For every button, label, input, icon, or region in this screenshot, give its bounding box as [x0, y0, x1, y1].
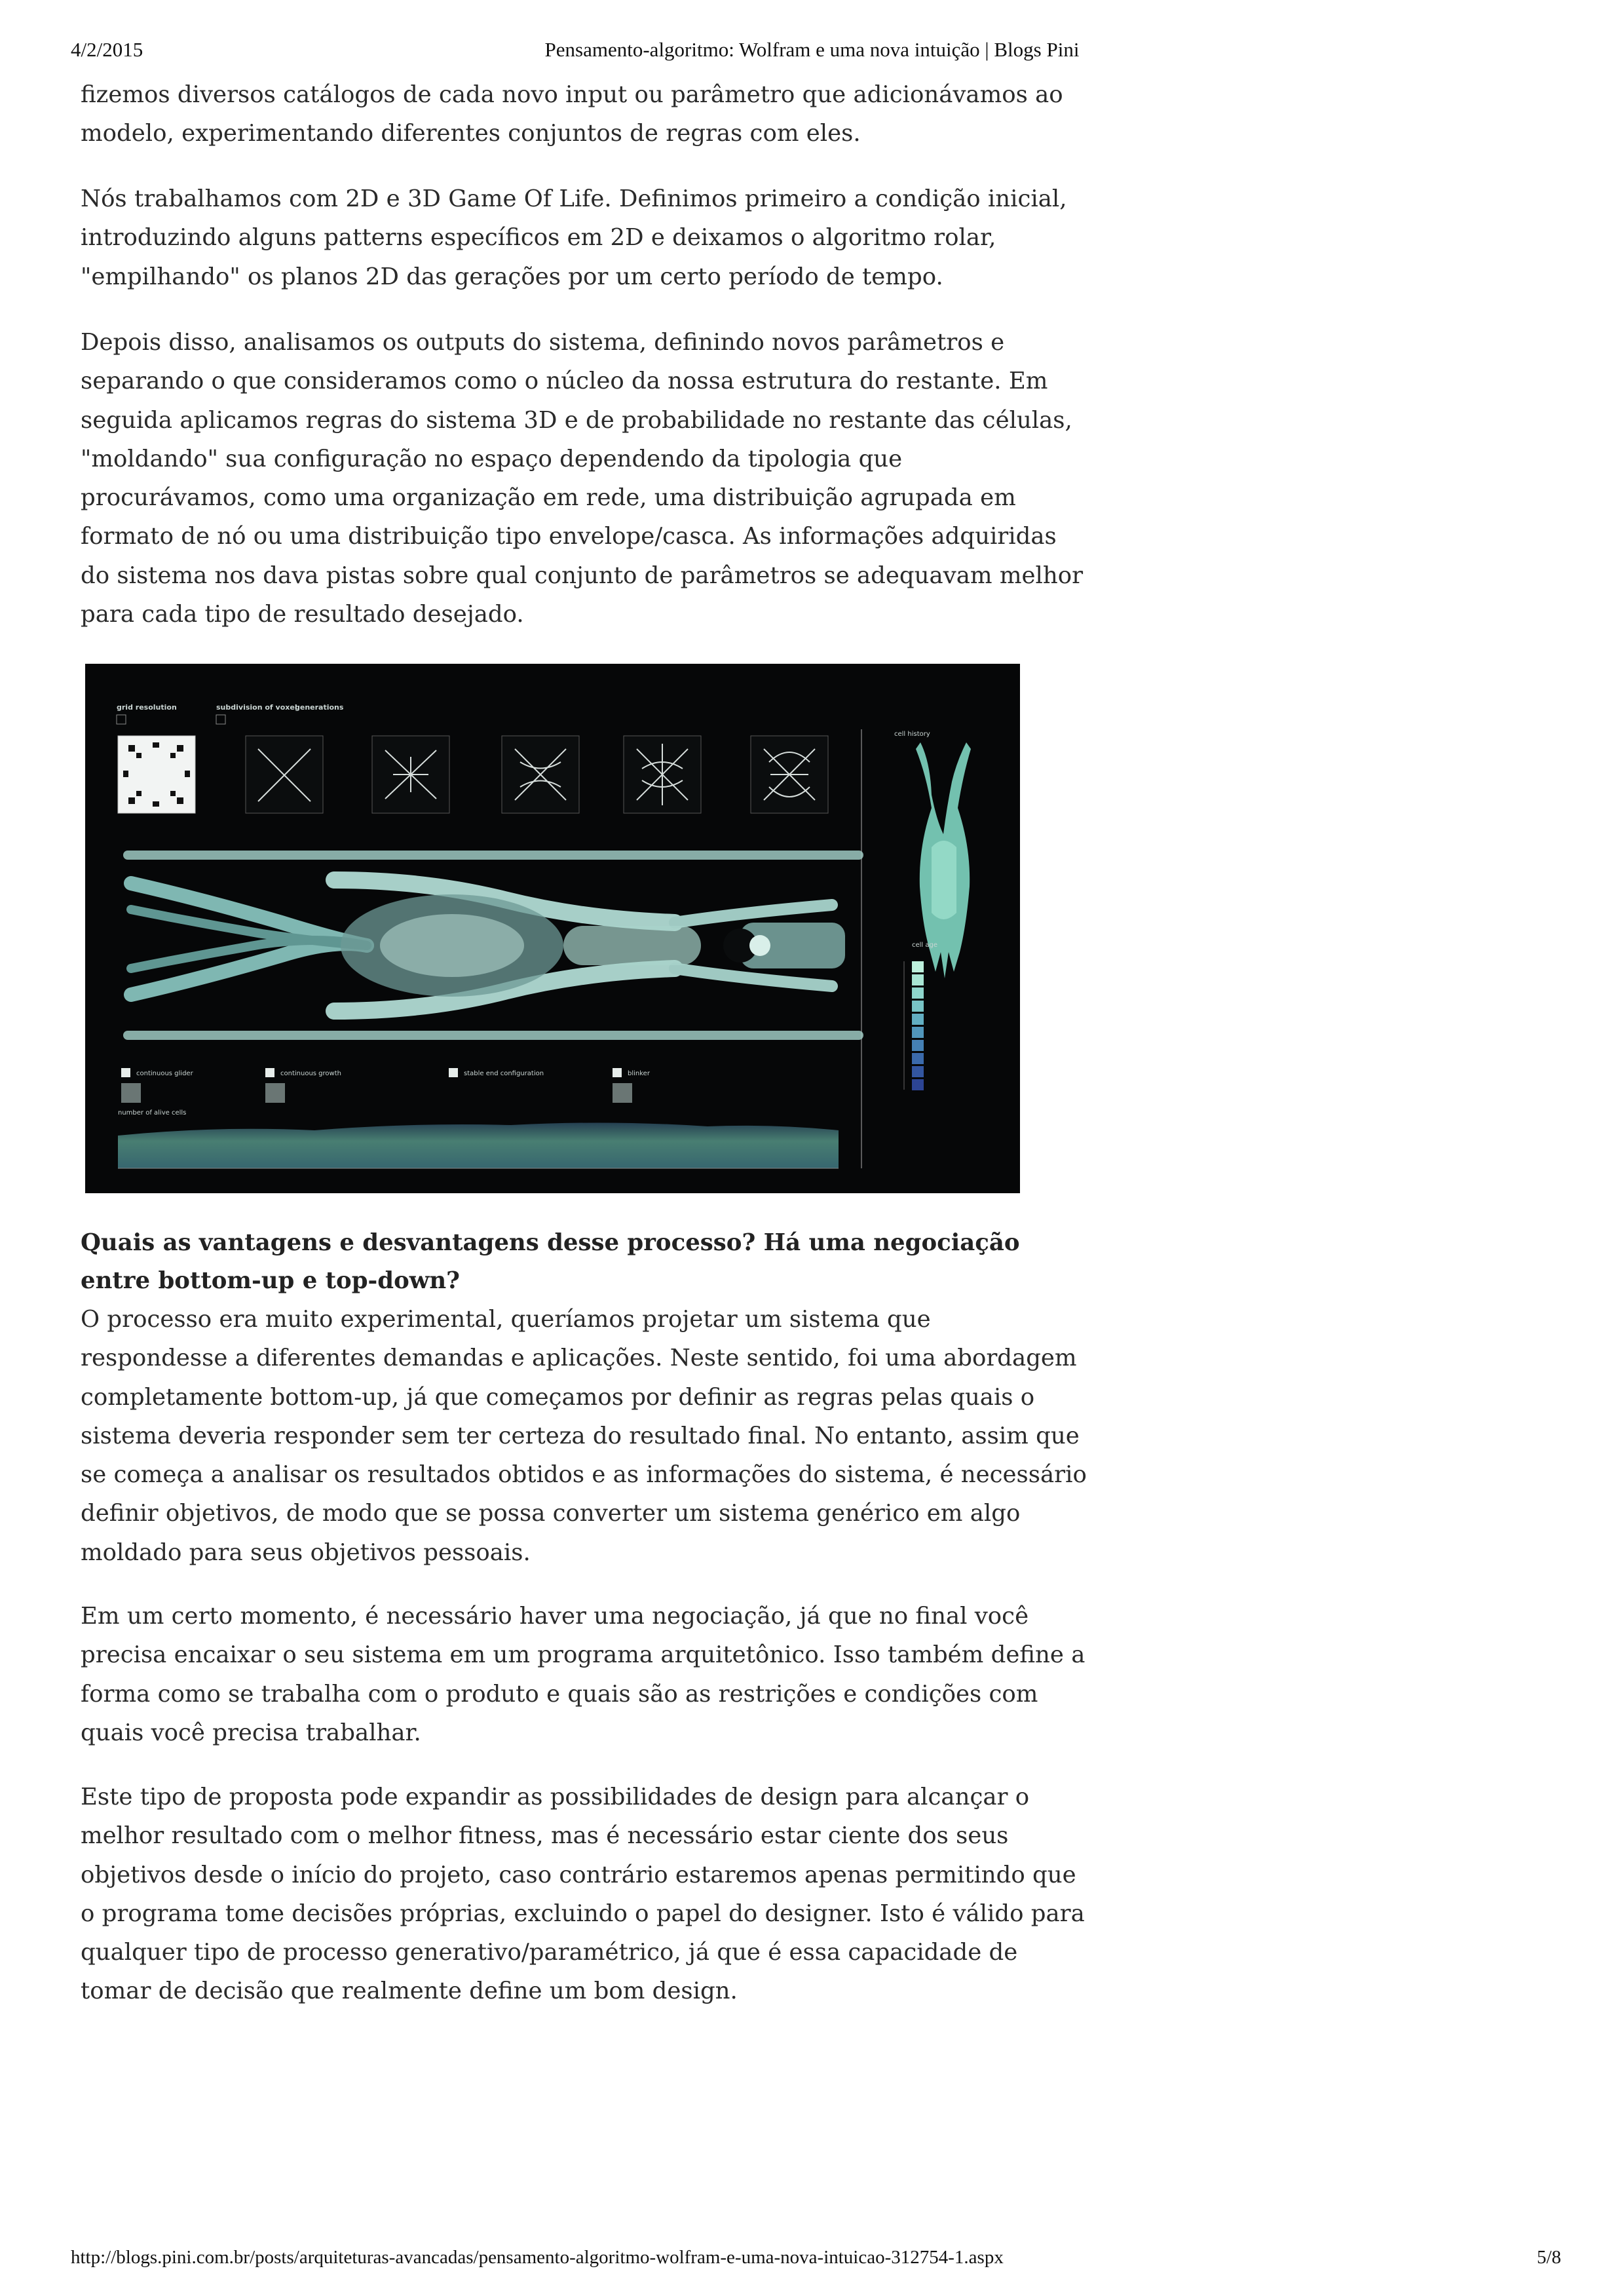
paragraph-6 [81, 1778, 1085, 2011]
continuous-glider-label: continuous glider [136, 1070, 193, 1077]
generations-label: generations [295, 703, 344, 712]
alive-cells-label: number of alive cells [118, 1109, 187, 1117]
heading-line: entre bottom-up e top-down? [81, 1267, 460, 1294]
text-line: seguida aplicamos regras do sistema 3D e de probabilidade no restante das células, [81, 406, 1072, 434]
page-number: 5/8 [1536, 2247, 1561, 2268]
text-line: modelo, experimentando diferentes conjuntos de regras com eles. [81, 120, 861, 147]
top-structural-bar [123, 851, 863, 860]
text-line: respondesse a diferentes demandas e aplicações. Neste sentido, foi uma abordagem [81, 1345, 1077, 1372]
paragraph-1 [81, 75, 1076, 153]
paragraph-2 [81, 180, 1076, 296]
text-line: introduzindo alguns patterns específicos em 2D e deixamos o algoritmo rolar, [81, 224, 996, 252]
cell-history-label: cell history [894, 731, 930, 738]
text-line: formato de nó ou uma distribuição tipo envelope/casca. As informações adquiridas [81, 523, 1057, 550]
heading-line: Quais as vantagens e desvantagens desse processo? Há uma negociação [81, 1229, 1020, 1256]
text-line: para cada tipo de resultado desejado. [81, 601, 524, 628]
text-line: "empilhando" os planos 2D das gerações por um certo período de tempo. [81, 263, 943, 290]
section-heading [81, 1224, 1089, 1300]
page-url[interactable]: http://blogs.pini.com.br/posts/arquiteturas-avancadas/pensamento-algoritmo-wolfram-e-uma-nova-intuicao-312754-1.aspx [71, 2247, 1004, 2268]
text-line: forma como se trabalha com o produto e quais são as restrições e condições com [81, 1680, 1038, 1708]
text-line: Depois disso, analisamos os outputs do sistema, definindo novos parâmetros e [81, 329, 1005, 356]
text-line: melhor resultado com o melhor fitness, mas é necessário estar ciente dos seus [81, 1822, 1009, 1850]
text-line: sistema deveria responder sem ter certeza do resultado final. No entanto, assim que [81, 1422, 1080, 1449]
text-line: Em um certo momento, é necessário haver uma negociação, já que no final você [81, 1603, 1029, 1630]
text-line: precisa encaixar o seu sistema em um programa arquitetônico. Isso também define a [81, 1641, 1086, 1669]
paragraph-4 [81, 1300, 1087, 1572]
print-date: 4/2/2015 [71, 38, 143, 61]
game-of-life-figure [85, 664, 1020, 1193]
text-line: separando o que consideramos como o núcleo da nossa estrutura do restante. Em [81, 368, 1048, 395]
text-line: Nós trabalhamos com 2D e 3D Game Of Life. Definimos primeiro a condição inicial, [81, 185, 1067, 212]
text-line: o programa tome decisões próprias, excluindo o papel do designer. Isto é válido para [81, 1900, 1085, 1927]
paragraph-3 [81, 323, 1084, 634]
text-line: completamente bottom-up, já que começamos por definir as regras pelas quais o [81, 1383, 1035, 1411]
paragraph-5 [81, 1597, 1086, 1752]
text-line: qualquer tipo de processo generativo/paramétrico, já que é essa capacidade de [81, 1939, 1018, 1966]
text-line: do sistema nos dava pistas sobre qual conjunto de parâmetros se adequavam melhor [81, 562, 1084, 589]
bottom-structural-bar [123, 1031, 863, 1040]
text-line: Este tipo de proposta pode expandir as possibilidades de design para alcançar o [81, 1784, 1030, 1810]
grid-resolution-label: grid resolution [117, 703, 177, 712]
text-line: fizemos diversos catálogos de cada novo input ou parâmetro que adicionávamos ao [81, 81, 1063, 108]
text-line: procurávamos, como uma organização em rede, uma distribuição agrupada em [81, 484, 1016, 512]
text-line: "moldando" sua configuração no espaço dependendo da tipologia que [81, 445, 903, 472]
figure-graphic [85, 664, 1020, 1193]
continuous-growth-label: continuous growth [280, 1070, 341, 1077]
text-line: quais você precisa trabalhar. [81, 1719, 421, 1746]
cell-age-label: cell age [912, 942, 938, 949]
text-line: objetivos desde o início do projeto, caso contrário estaremos apenas permitindo que [81, 1861, 1076, 1888]
page-title: Pensamento-algoritmo: Wolfram e uma nova intuição | Blogs Pini [544, 38, 1080, 61]
text-line: definir objetivos, de modo que se possa converter um sistema genérico em algo [81, 1500, 1021, 1527]
text-line: O processo era muito experimental, queríamos projetar um sistema que [81, 1306, 931, 1333]
stable-configuration-label: stable end configuration [464, 1070, 544, 1077]
text-line: tomar de decisão que realmente define um bom design. [81, 1978, 738, 2005]
text-line: se começa a analisar os resultados obtidos e as informações do sistema, é necessário [81, 1461, 1087, 1489]
subdivision-label: subdivision of voxel [216, 703, 297, 712]
alive-cells-histogram [118, 1122, 839, 1168]
text-line: moldado para seus objetivos pessoais. [81, 1539, 531, 1566]
blinker-label: blinker [628, 1070, 650, 1077]
